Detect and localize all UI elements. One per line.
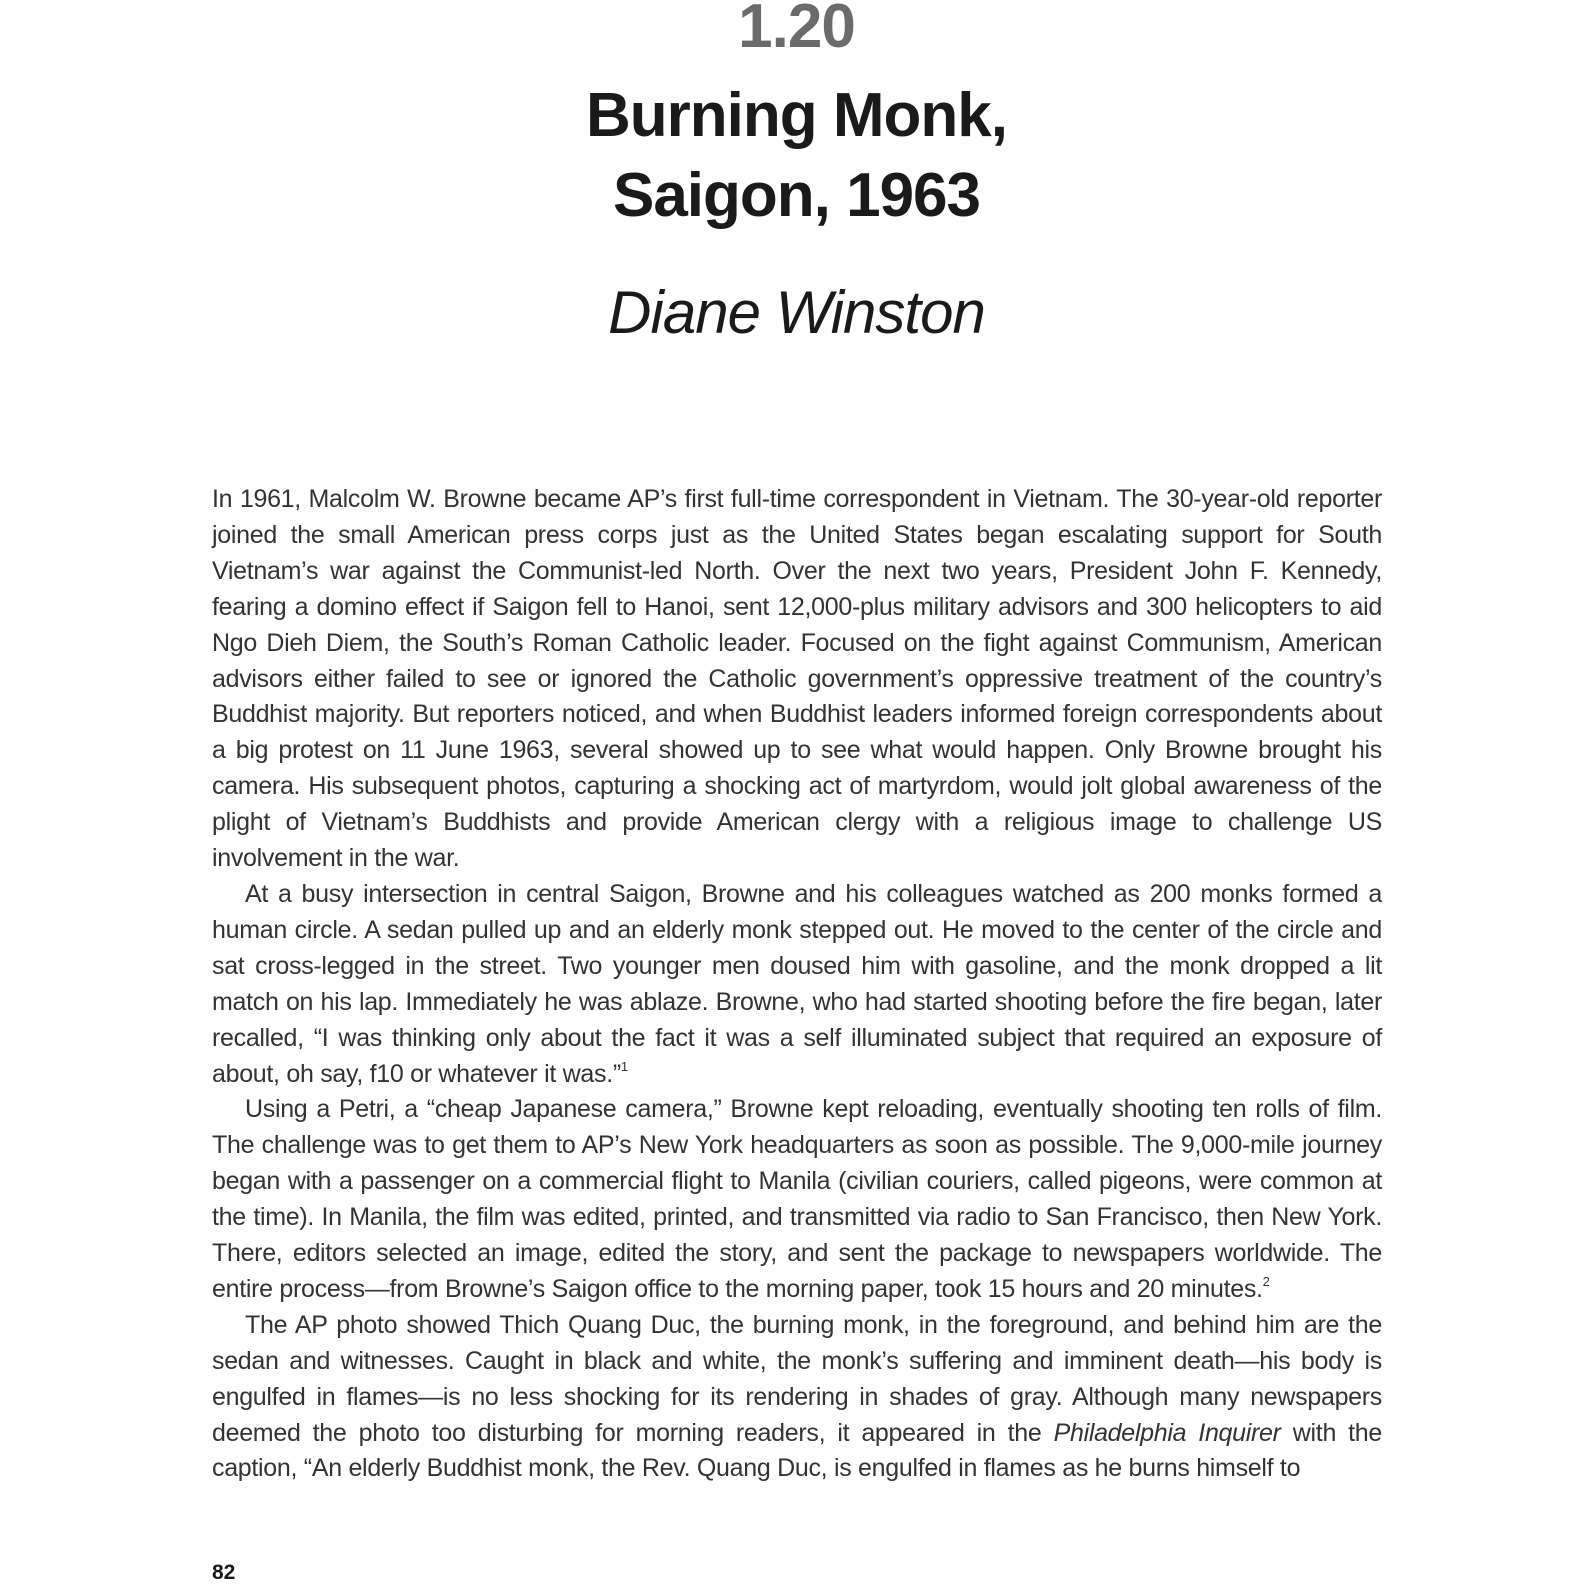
paragraph-2: [212, 877, 1382, 1092]
page-number: 82: [212, 1561, 236, 1584]
paragraph-3: [212, 1092, 1382, 1307]
paragraph-1: [212, 482, 1382, 877]
footnote-ref-2[interactable]: 2: [1262, 1273, 1270, 1289]
author-name: Diane Winston: [608, 279, 985, 346]
footnote-ref-1[interactable]: 1: [620, 1058, 628, 1074]
paragraph-4-text-start: The AP photo showed Thich Quang Duc, the burning monk, in the foreground, and behind him are the sedan and witnesses. Caught in black and white, the monk’s suffering and imminent death—his body is engulfed in flames—is no less shocking for its rendering in shades of gray. Although many newspapers deemed the photo too disturbing for morning readers, it appeared in the: [212, 1310, 1382, 1447]
chapter-number: 1.20: [738, 0, 855, 61]
chapter-title-line-1: Burning Monk,: [586, 81, 1007, 150]
body-text: [212, 482, 1382, 1487]
paragraph-1-text: In 1961, Malcolm W. Browne became AP’s first full-time correspondent in Vietnam. The 30-year-old reporter joined the small American press corps just as the United States began escalating support for South Vietnam’s war against the Communist-led North. Over the next two years, President John F. Kennedy, fearing a domino effect if Saigon fell to Hanoi, sent 12,000-plus military advisors and 300 helicopters to aid Ngo Dieh Diem, the South’s Roman Catholic leader. Focused on the fight against Communism, American advisors either failed to see or ignored the Catholic government’s oppressive treatment of the country’s Buddhist majority. But reporters noticed, and when Buddhist leaders informed foreign correspondents about a big protest on 11 June 1963, several showed up to see what would happen. Only Browne brought his camera. His subsequent photos, capturing a shocking act of martyrdom, would jolt global awareness of the plight of Vietnam’s Buddhists and provide American clergy with a religious image to challenge US involvement in the war.: [212, 485, 1382, 873]
newspaper-title: Philadelphia Inquirer: [1053, 1418, 1281, 1447]
paragraph-4: [212, 1308, 1382, 1488]
paragraph-3-text: Using a Petri, a “cheap Japanese camera,” Browne kept reloading, eventually shooting ten rolls of film. The challenge was to get them to AP’s New York headquarters as soon as possible. The 9,000-mile journey began with a passenger on a commercial flight to Manila (civilian couriers, called pigeons, were common at the time). In Manila, the film was edited, printed, and transmitted via radio to San Francisco, then New York. There, editors selected an image, edited the story, and sent the package to newspapers worldwide. The entire process—from Browne’s Saigon office to the morning paper, took 15 hours and 20 minutes.: [212, 1095, 1382, 1303]
paragraph-2-text: At a busy intersection in central Saigon, Browne and his colleagues watched as 200 monks formed a human circle. A sedan pulled up and an elderly monk stepped out. He moved to the center of the circle and sat cross-legged in the street. Two younger men doused him with gasoline, and the monk dropped a lit match on his lap. Immediately he was ablaze. Browne, who had started shooting before the fire began, later recalled, “I was thinking only about the fact it was a self illuminated subject that required an exposure of about, oh say, f10 or whatever it was.”: [212, 879, 1382, 1088]
chapter-title: [0, 76, 1593, 236]
chapter-title-line-2: Saigon, 1963: [612, 161, 981, 230]
paragraph-4-text-end: with the caption, “An elderly Buddhist monk, the Rev. Quang Duc, is engulfed in flames as he burns himself to: [212, 1418, 1382, 1483]
